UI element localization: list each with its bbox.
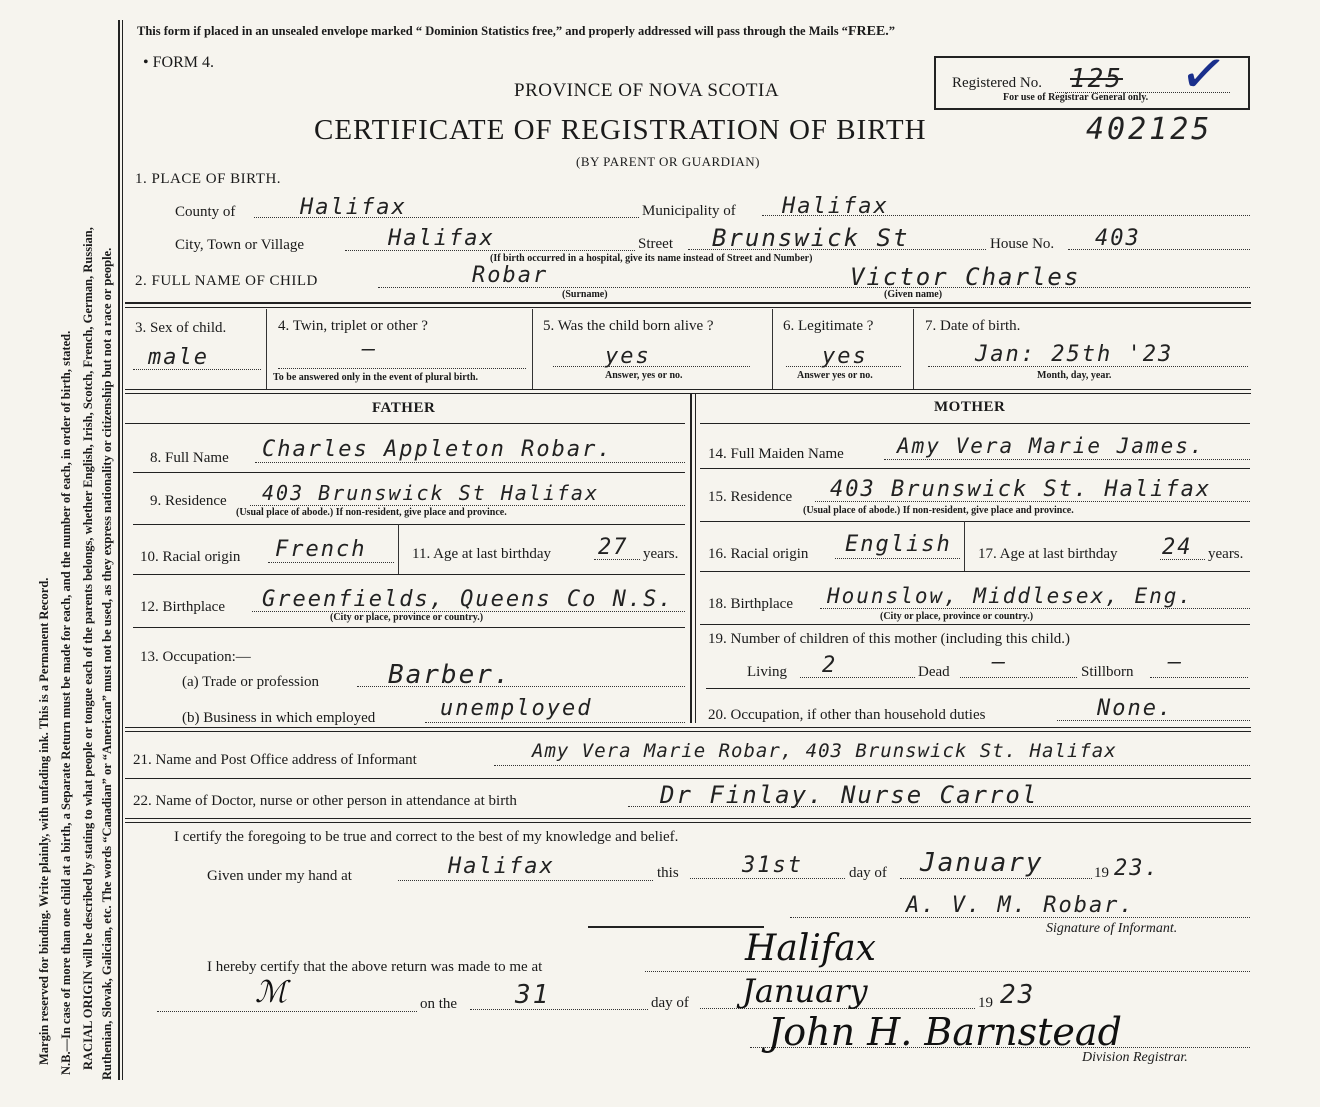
mother-race: English bbox=[845, 532, 952, 557]
mother-occupation: None. bbox=[1097, 696, 1174, 721]
child-given-name: Victor Charles bbox=[850, 263, 1081, 291]
father-occupation-label: 13. Occupation:— bbox=[140, 649, 251, 665]
mail-notice: This form if placed in an unsealed envelope marked “ Dominion Statistics free,” and properly addressed will pass through the Mails “FREE.” bbox=[137, 24, 896, 39]
place-heading: 1. PLACE OF BIRTH. bbox=[135, 171, 282, 187]
children-count-label: 19. Number of children of this mother (including this child.) bbox=[708, 631, 1071, 647]
registrar-month: January bbox=[742, 972, 868, 1010]
certify-month: January bbox=[920, 848, 1044, 878]
street-value: Brunswick St bbox=[712, 224, 910, 252]
mother-age-label: 17. Age at last birthday bbox=[978, 546, 1118, 562]
margin-racial-origin-note-continued: Ruthenian, Slovak, Galician, etc. The words “Canadian” or “American” must not be used, as they express nationality or citizenship but not a race or people. bbox=[100, 247, 114, 1080]
hospital-note: (If birth occurred in a hospital, give its name instead of Street and Number) bbox=[490, 253, 813, 264]
margin-binding-note: Margin reserved for binding. Write plainly, with unfading ink. This is a Permanent Record. bbox=[37, 577, 51, 1065]
municipality-label: Municipality of bbox=[642, 203, 736, 219]
city-value: Halifax bbox=[388, 226, 495, 251]
father-birthplace: Greenfields, Queens Co N.S. bbox=[262, 587, 674, 612]
mother-residence: 403 Brunswick St. Halifax bbox=[830, 477, 1212, 502]
informant-signature-caption: Signature of Informant. bbox=[1046, 921, 1178, 936]
informant-signature: A. V. M. Robar. bbox=[906, 893, 1135, 918]
certify-statement: I certify the foregoing to be true and correct to the best of my knowledge and belief. bbox=[174, 829, 679, 845]
mother-heading: MOTHER bbox=[934, 399, 1006, 415]
house-label: House No. bbox=[990, 236, 1055, 252]
informant-value: Amy Vera Marie Robar, 403 Brunswick St. Halifax bbox=[532, 740, 1117, 762]
certificate-title: CERTIFICATE OF REGISTRATION OF BIRTH bbox=[314, 114, 927, 146]
surname-note: (Surname) bbox=[562, 289, 608, 300]
legitimate-value: yes bbox=[822, 344, 868, 369]
dob-value: Jan: 25th '23 bbox=[975, 342, 1174, 367]
county-label: County of bbox=[175, 204, 236, 220]
given-name-note: (Given name) bbox=[884, 289, 943, 300]
living-value: 2 bbox=[822, 653, 838, 678]
registered-value: 125 bbox=[1070, 64, 1123, 94]
father-business: unemployed bbox=[440, 696, 593, 721]
sex-label: 3. Sex of child. bbox=[135, 320, 227, 336]
stillborn-label: Stillborn bbox=[1081, 664, 1134, 680]
registrar-year-prefix: 19 bbox=[978, 995, 993, 1011]
mother-years: years. bbox=[1208, 546, 1244, 562]
city-label: City, Town or Village bbox=[175, 237, 305, 253]
given-place: Halifax bbox=[448, 854, 555, 879]
mother-birthplace-note: (City or place, province or country.) bbox=[880, 611, 1034, 622]
registered-note: For use of Registrar General only. bbox=[1003, 92, 1149, 103]
street-label: Street bbox=[638, 236, 673, 252]
mother-residence-label: 15. Residence bbox=[708, 489, 793, 505]
registrar-initials-scribble: ℳ bbox=[255, 975, 288, 1010]
registrar-statement: I hereby certify that the above return was made to me at bbox=[207, 959, 543, 975]
father-residence-label: 9. Residence bbox=[150, 493, 227, 509]
province-heading: PROVINCE OF NOVA SCOTIA bbox=[514, 80, 780, 101]
margin-border bbox=[118, 20, 120, 1080]
legitimate-note: Answer yes or no. bbox=[797, 370, 873, 381]
municipality-value: Halifax bbox=[782, 194, 889, 219]
registrar-place: Halifax bbox=[745, 928, 876, 969]
registrar-day: 31 bbox=[515, 980, 551, 1010]
child-surname: Robar bbox=[472, 263, 549, 288]
registered-label: Registered No. bbox=[952, 75, 1042, 91]
mother-residence-note: (Usual place of abode.) If non-resident, give place and province. bbox=[803, 505, 1074, 516]
on-the-label: on the bbox=[420, 996, 458, 1012]
father-years: years. bbox=[643, 546, 679, 562]
father-name-label: 8. Full Name bbox=[150, 450, 229, 466]
father-age-label: 11. Age at last birthday bbox=[412, 546, 551, 562]
house-value: 403 bbox=[1095, 226, 1141, 251]
registrar-signature: John H. Barnstead bbox=[768, 1010, 1122, 1054]
informant-label: 21. Name and Post Office address of Informant bbox=[133, 752, 417, 768]
father-trade: Barber. bbox=[388, 660, 512, 690]
father-race-label: 10. Racial origin bbox=[140, 549, 241, 565]
father-age: 27 bbox=[598, 535, 629, 560]
this-label: this bbox=[657, 865, 679, 881]
sex-value: male bbox=[148, 345, 209, 370]
father-race: French bbox=[275, 537, 367, 562]
dead-label: Dead bbox=[918, 664, 950, 680]
certificate-subtitle: (BY PARENT OR GUARDIAN) bbox=[576, 154, 761, 169]
father-heading: FATHER bbox=[372, 400, 436, 416]
day-of-label: day of bbox=[849, 865, 887, 881]
certificate-number: 402125 bbox=[1086, 112, 1213, 147]
father-birthplace-label: 12. Birthplace bbox=[140, 599, 225, 615]
margin-plural-birth-note: N.B.—In case of more than one child at a birth, a Separate Return must be made for each, and the number of each, in order of birth, stated. bbox=[59, 330, 73, 1075]
child-name-label: 2. FULL NAME OF CHILD bbox=[135, 273, 318, 289]
business-label: (b) Business in which employed bbox=[182, 710, 376, 726]
doctor-value: Dr Finlay. Nurse Carrol bbox=[660, 781, 1039, 809]
twin-value: — bbox=[362, 337, 378, 362]
doctor-label: 22. Name of Doctor, nurse or other person in attendance at birth bbox=[133, 793, 517, 809]
mother-name: Amy Vera Marie James. bbox=[897, 434, 1205, 458]
twin-note: To be answered only in the event of plural birth. bbox=[273, 372, 479, 383]
mother-occupation-label: 20. Occupation, if other than household duties bbox=[708, 707, 986, 723]
certify-year-prefix: 19 bbox=[1094, 865, 1109, 881]
father-residence-note: (Usual place of abode.) If non-resident, give place and province. bbox=[236, 507, 507, 518]
margin-racial-origin-note: RACIAL ORIGIN will be described by stating to what people or tongue each of the parents belongs, whether English, Irish, Scotch, French, German, Russian, bbox=[81, 227, 95, 1070]
mother-birthplace-label: 18. Birthplace bbox=[708, 596, 793, 612]
legitimate-label: 6. Legitimate ? bbox=[783, 318, 874, 334]
stillborn-value: — bbox=[1168, 650, 1184, 675]
alive-note: Answer, yes or no. bbox=[605, 370, 683, 381]
father-residence: 403 Brunswick St Halifax bbox=[262, 481, 599, 505]
mother-age: 24 bbox=[1162, 535, 1193, 560]
father-name: Charles Appleton Robar. bbox=[262, 437, 613, 462]
dob-label: 7. Date of birth. bbox=[925, 318, 1021, 334]
form-number: • FORM 4. bbox=[143, 54, 214, 71]
mother-birthplace: Hounslow, Middlesex, Eng. bbox=[827, 584, 1194, 608]
alive-label: 5. Was the child born alive ? bbox=[543, 318, 714, 334]
given-under-hand-label: Given under my hand at bbox=[207, 868, 352, 884]
dob-note: Month, day, year. bbox=[1037, 370, 1112, 381]
registrar-day-of-label: day of bbox=[651, 995, 689, 1011]
trade-label: (a) Trade or profession bbox=[182, 674, 320, 690]
alive-value: yes bbox=[605, 344, 651, 369]
registrar-caption: Division Registrar. bbox=[1082, 1050, 1188, 1065]
living-label: Living bbox=[747, 664, 787, 680]
certify-day: 31st bbox=[742, 853, 803, 878]
father-birthplace-note: (City or place, province or country.) bbox=[330, 612, 484, 623]
certify-year: 23. bbox=[1114, 856, 1160, 881]
margin-border-inner bbox=[122, 20, 123, 1080]
mother-name-label: 14. Full Maiden Name bbox=[708, 446, 844, 462]
registrar-year: 23 bbox=[1000, 980, 1036, 1010]
twin-label: 4. Twin, triplet or other ? bbox=[278, 318, 428, 334]
dead-value: — bbox=[992, 650, 1008, 675]
mother-race-label: 16. Racial origin bbox=[708, 546, 809, 562]
checkmark-icon: ✓ bbox=[1175, 41, 1231, 109]
county-value: Halifax bbox=[300, 195, 407, 220]
